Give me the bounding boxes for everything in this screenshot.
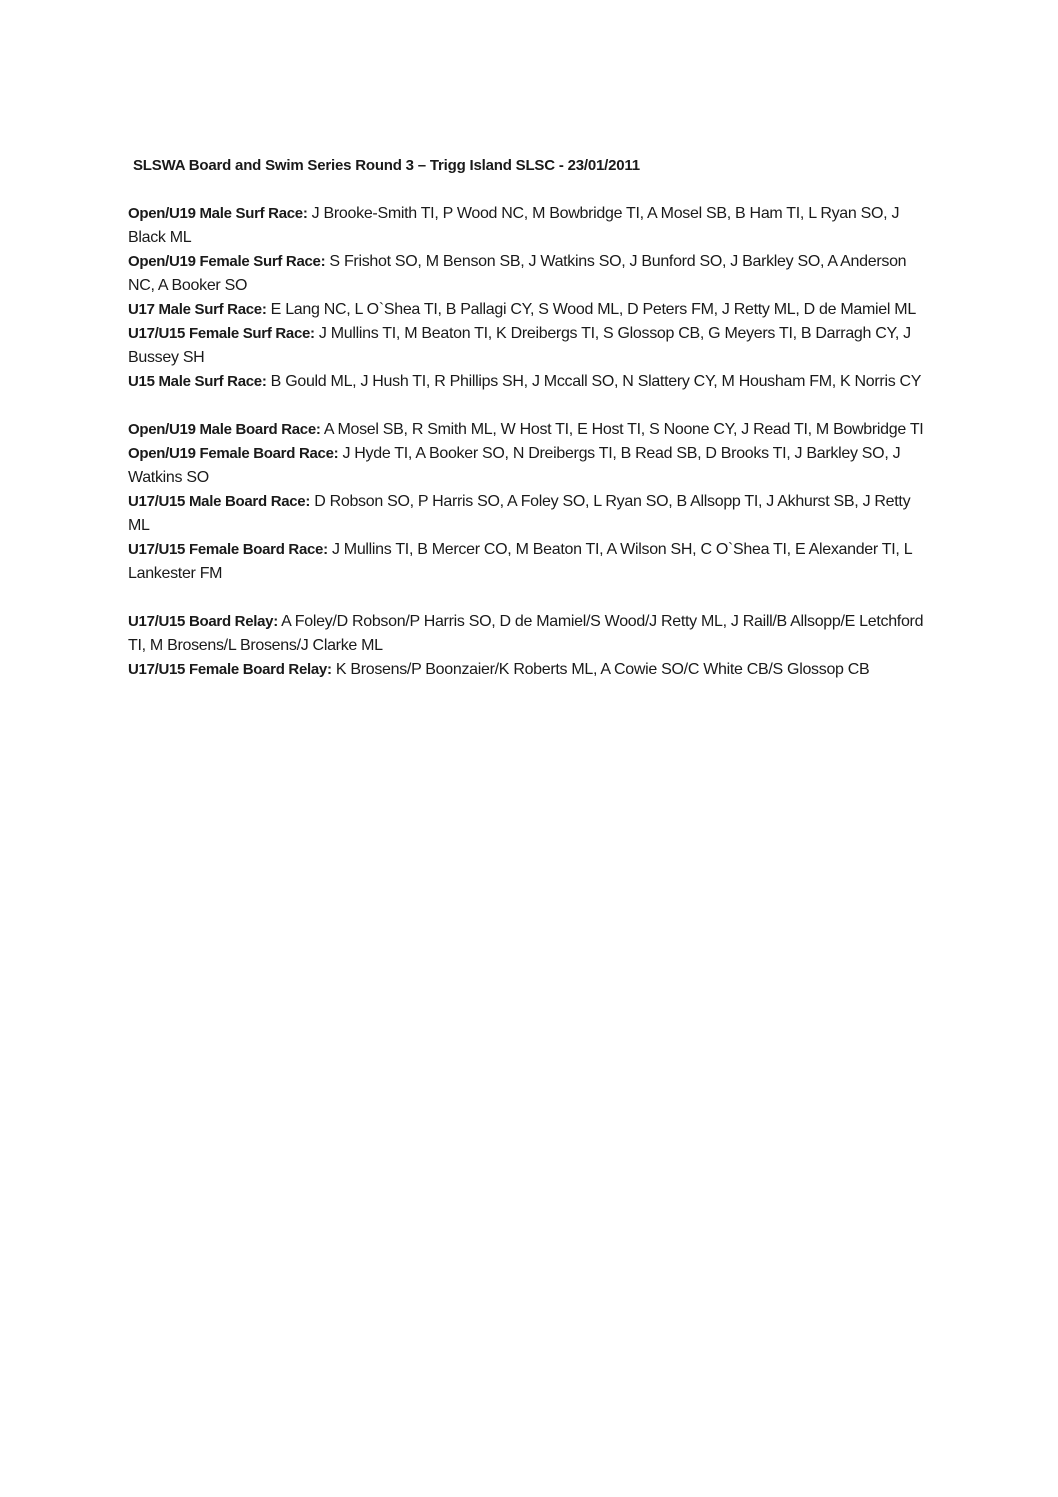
result-entry (128, 250, 928, 298)
event-label: Open/U19 Female Board Race: (128, 445, 339, 462)
event-label: U17/U15 Female Surf Race: (128, 325, 315, 342)
event-label: U17/U15 Male Board Race: (128, 493, 311, 510)
board-relay-section (128, 610, 928, 682)
board-race-section (128, 418, 928, 586)
result-entry (128, 370, 928, 394)
event-results: K Brosens/P Boonzaier/K Roberts ML, A Cowie SO/C White CB/S Glossop CB (331, 661, 870, 678)
event-label: U17 Male Surf Race: (128, 301, 267, 318)
result-entry (128, 490, 928, 538)
result-entry (128, 538, 928, 586)
result-entry (128, 610, 928, 658)
event-results: J Brooke-Smith TI, P Wood NC, M Bowbridge TI, A Mosel SB, B Ham TI, L Ryan SO, J Black ML (128, 205, 900, 246)
event-label: Open/U19 Male Surf Race: (128, 205, 308, 222)
event-results: A Mosel SB, R Smith ML, W Host TI, E Host TI, S Noone CY, J Read TI, M Bowbridge TI (320, 421, 924, 438)
result-entry (128, 298, 928, 322)
page-title: SLSWA Board and Swim Series Round 3 – Trigg Island SLSC - 23/01/2011 (133, 157, 640, 174)
event-results: J Hyde TI, A Booker SO, N Dreibergs TI, B Read SB, D Brooks TI, J Barkley SO, J Watkins SO (128, 445, 901, 486)
event-results: D Robson SO, P Harris SO, A Foley SO, L Ryan SO, B Allsopp TI, J Akhurst SB, J Retty ML (128, 493, 911, 534)
surf-race-section (128, 202, 928, 394)
results-content (128, 202, 928, 682)
event-results: S Frishot SO, M Benson SB, J Watkins SO, J Bunford SO, J Barkley SO, A Anderson NC, A Booker SO (128, 253, 907, 294)
event-label: Open/U19 Female Surf Race: (128, 253, 326, 270)
result-entry (128, 322, 928, 370)
event-results: A Foley/D Robson/P Harris SO, D de Mamiel/S Wood/J Retty ML, J Raill/B Allsopp/E Letchford TI, M Brosens/L Brosens/J Clarke ML (128, 613, 924, 654)
result-entry (128, 658, 928, 682)
event-label: U17/U15 Board Relay: (128, 613, 278, 630)
event-label: U17/U15 Female Board Relay: (128, 661, 332, 678)
result-entry (128, 418, 928, 442)
event-results: J Mullins TI, B Mercer CO, M Beaton TI, A Wilson SH, C O`Shea TI, E Alexander TI, L Lankester FM (128, 541, 912, 582)
result-entry (128, 442, 928, 490)
event-label: Open/U19 Male Board Race: (128, 421, 321, 438)
result-entry (128, 202, 928, 250)
event-results: B Gould ML, J Hush TI, R Phillips SH, J Mccall SO, N Slattery CY, M Housham FM, K Norris CY (266, 373, 922, 390)
event-results: J Mullins TI, M Beaton TI, K Dreibergs TI, S Glossop CB, G Meyers TI, B Darragh CY, J Bussey SH (128, 325, 911, 366)
event-label: U17/U15 Female Board Race: (128, 541, 328, 558)
event-label: U15 Male Surf Race: (128, 373, 267, 390)
event-results: E Lang NC, L O`Shea TI, B Pallagi CY, S Wood ML, D Peters FM, J Retty ML, D de Mamiel ML (266, 301, 916, 318)
